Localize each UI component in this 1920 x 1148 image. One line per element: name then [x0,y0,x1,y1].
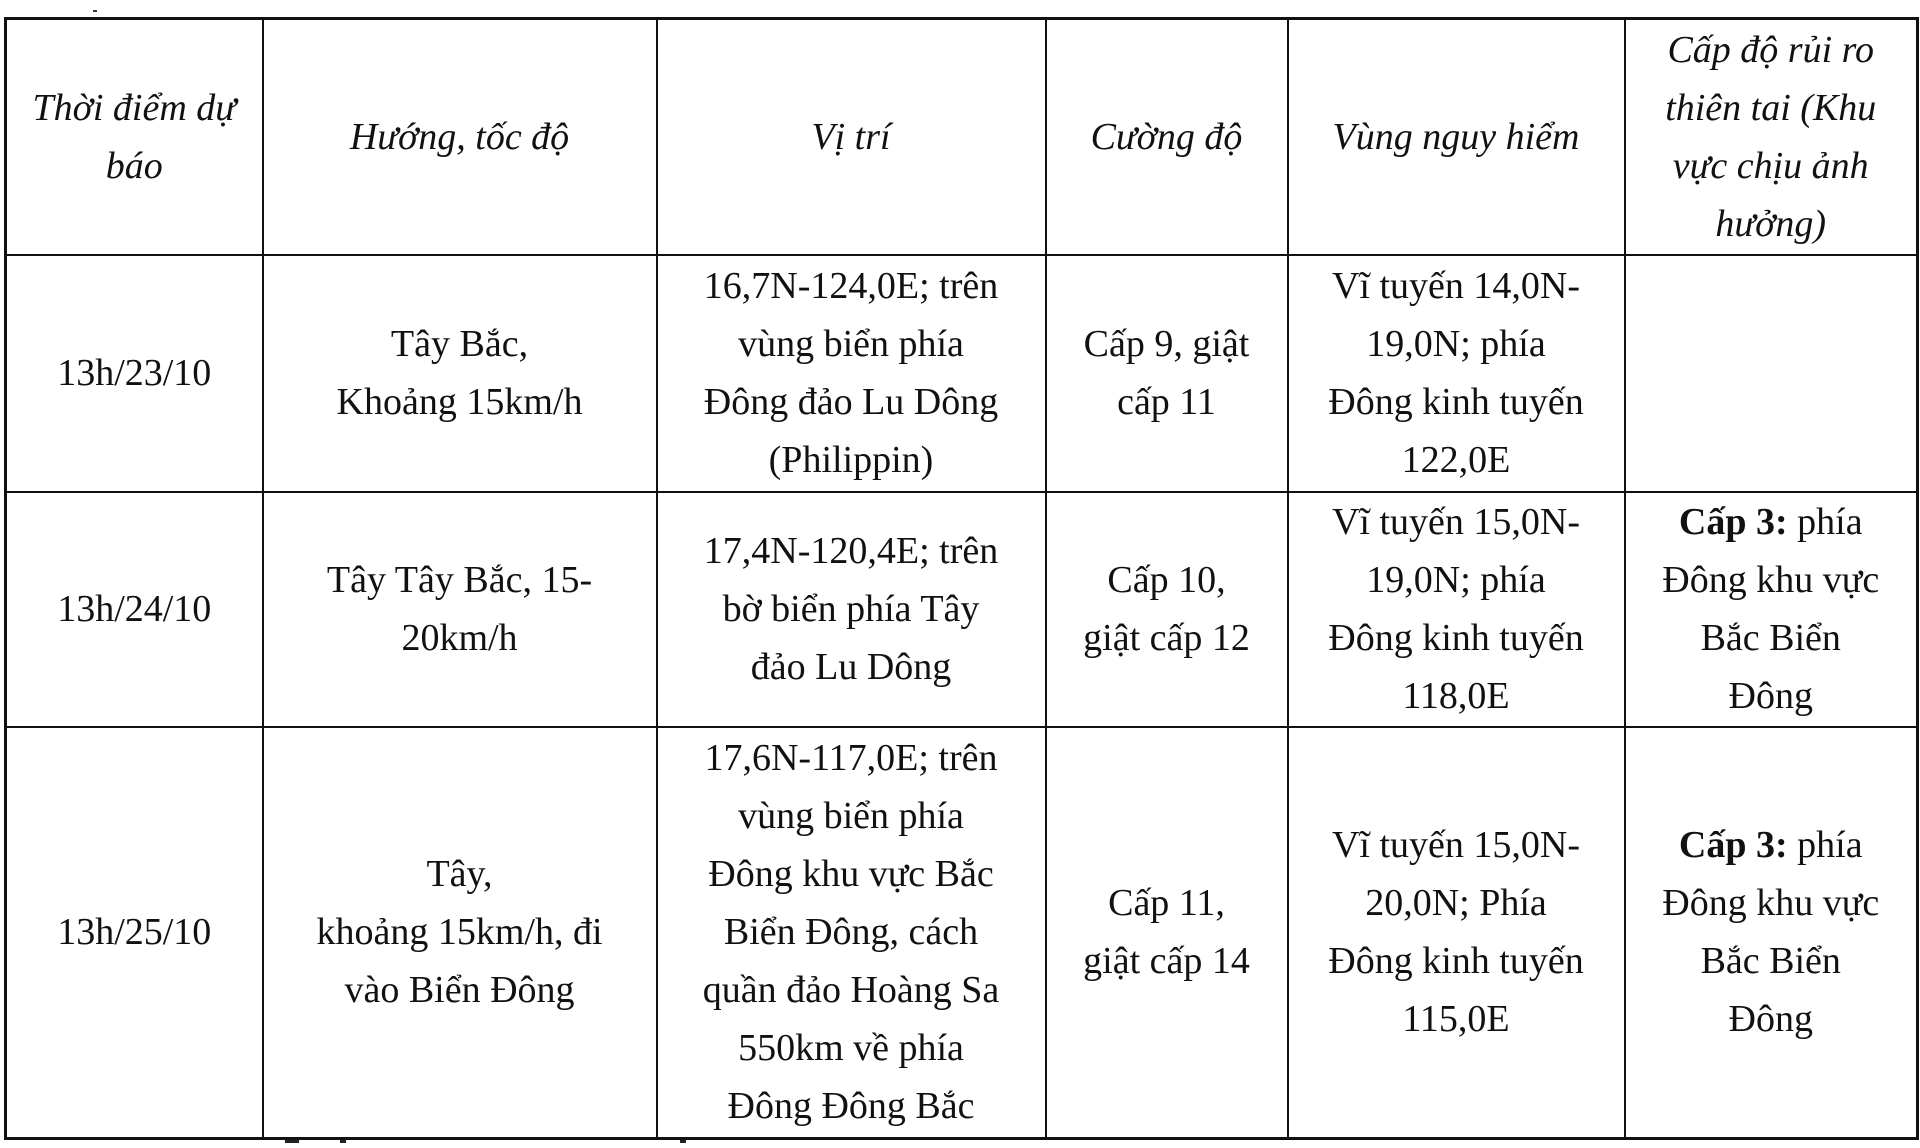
line: 19,0N; phía [1366,323,1546,365]
line: Khoảng 15km/h [336,381,583,423]
cell-direction-speed [263,727,657,1139]
line: vùng biển phía [738,323,964,365]
line: Tây, [426,853,493,896]
line: Đông đảo Lu Dông [703,381,999,423]
cell-position [657,255,1046,492]
line: đảo Lu Dông [750,646,952,688]
header-danger-zone: Vùng nguy hiểm [1288,19,1625,255]
header-direction-speed: Hướng, tốc độ [263,19,657,255]
header-time: Thời điểm dự báo [6,19,263,255]
cell-direction-speed [263,255,657,492]
header-position: Vị trí [657,19,1046,255]
line: giật cấp 12 [1083,617,1250,659]
line [1630,493,1913,551]
cell-position [657,492,1046,727]
cell-risk-level [1625,255,1918,492]
line: Vĩ tuyến 15,0N- [1331,824,1581,867]
line: bờ biển phía Tây [722,588,980,630]
line: Vĩ tuyến 15,0N- [1331,501,1581,543]
header-row [6,19,1918,255]
header-intensity: Cường độ [1046,19,1288,255]
cell-intensity [1046,492,1288,727]
line: Cấp 9, giật [1083,323,1250,365]
line: Đông khu vực [1662,882,1880,925]
line: Đông khu vực [1662,559,1880,601]
line: (Philippin) [768,439,934,481]
line: 115,0E [1402,998,1510,1041]
line: 19,0N; phía [1366,559,1546,601]
cut-off-text-fragment [680,1140,686,1143]
risk-level-label: Cấp 3: [1678,501,1788,543]
table-row [6,492,1918,727]
cell-time: 13h/24/10 [6,492,263,727]
table-row [6,255,1918,492]
line: Đông Đông Bắc [727,1085,975,1128]
line: 118,0E [1402,675,1510,717]
cell-intensity [1046,255,1288,492]
line: Cấp 11, [1108,882,1225,925]
line: Đông [1728,675,1813,717]
line: vùng biển phía [738,795,964,838]
line: Biển Đông, cách [723,911,979,954]
line: Đông kinh tuyến [1328,617,1584,659]
line: Tây Tây Bắc, 15- [326,559,593,601]
line: 17,6N-117,0E; trên [704,737,998,780]
line: Tây Bắc, [390,323,529,365]
line-text: phía [1787,501,1863,543]
cut-off-text-fragment [340,1140,346,1143]
line: giật cấp 14 [1083,940,1250,983]
line: Đông kinh tuyến [1328,940,1584,983]
cell-position [657,727,1046,1139]
line: cấp 11 [1117,381,1216,423]
cell-danger-zone [1288,727,1625,1139]
line: khoảng 15km/h, đi [316,911,603,954]
line: quần đảo Hoàng Sa [702,969,1000,1012]
header-risk-level: Cấp độ rủi ro thiên tai (Khu vực chịu ảnh hưởng) [1625,19,1918,255]
line: Bắc Biển [1700,940,1841,983]
table-row [6,727,1918,1139]
line: 550km về phía [738,1027,964,1070]
line: 20km/h [401,617,518,659]
line-text: phía [1787,824,1863,867]
line [1630,816,1913,874]
cell-intensity [1046,727,1288,1139]
line: 20,0N; Phía [1365,882,1547,925]
line: 17,4N-120,4E; trên [703,530,999,572]
storm-forecast-table [4,17,1919,1140]
line: Đông khu vực Bắc [708,853,994,896]
cell-danger-zone [1288,255,1625,492]
cell-direction-speed [263,492,657,727]
cell-danger-zone [1288,492,1625,727]
cell-time: 13h/25/10 [6,727,263,1139]
line: Cấp 10, [1107,559,1226,601]
risk-level-label: Cấp 3: [1678,824,1788,867]
cell-risk-level [1625,492,1918,727]
line: vào Biển Đông [344,969,575,1012]
line: 16,7N-124,0E; trên [703,265,999,307]
stray-mark [93,10,97,12]
line: Đông kinh tuyến [1328,381,1584,423]
cut-off-text-fragment [285,1140,299,1143]
line: Vĩ tuyến 14,0N- [1331,265,1581,307]
cell-risk-level [1625,727,1918,1139]
line: Đông [1728,998,1813,1041]
line: 122,0E [1401,439,1511,481]
line: Bắc Biển [1700,617,1841,659]
cell-time: 13h/23/10 [6,255,263,492]
